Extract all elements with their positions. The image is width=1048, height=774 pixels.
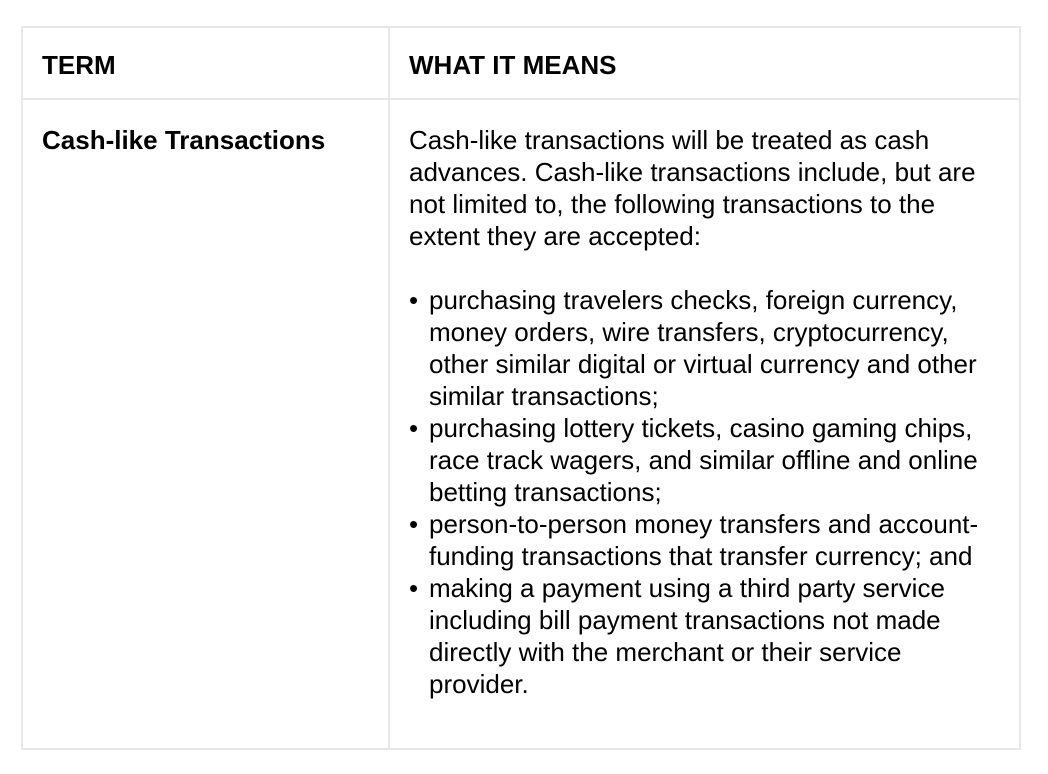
header-term: TERM [22,27,389,99]
bullet-icon: • [409,509,419,539]
list-item [409,412,1003,508]
list-item [409,284,1003,412]
list-item-text: person-to-person money transfers and account-funding transactions that transfer currency; and [429,509,979,571]
header-what-it-means: WHAT IT MEANS [389,27,1020,99]
list-item-text: making a payment using a third party service including bill payment transactions not made directly with the merchant or their service provider. [429,573,945,699]
list-item-text: purchasing lottery tickets, casino gaming chips, race track wagers, and similar offline and online betting transactions; [429,413,978,507]
bullet-icon: • [409,573,419,603]
term-cell: Cash-like Transactions [22,99,389,749]
list-item [409,572,1003,700]
list-item [409,508,1003,572]
list-item-text: purchasing travelers checks, foreign currency, money orders, wire transfers, cryptocurrency, other similar digital or virtual currency and other similar transactions; [429,285,977,411]
definition-cell [389,99,1020,749]
bullet-icon: • [409,413,419,443]
table-row [22,99,1020,749]
table-header-row [22,27,1020,99]
bullet-icon: • [409,285,419,315]
terms-table [21,26,1021,750]
definition-bullet-list [409,284,1003,700]
definition-intro: Cash-like transactions will be treated as cash advances. Cash-like transactions include, but are not limited to, the following transactions to the extent they are accepted: [409,125,976,251]
